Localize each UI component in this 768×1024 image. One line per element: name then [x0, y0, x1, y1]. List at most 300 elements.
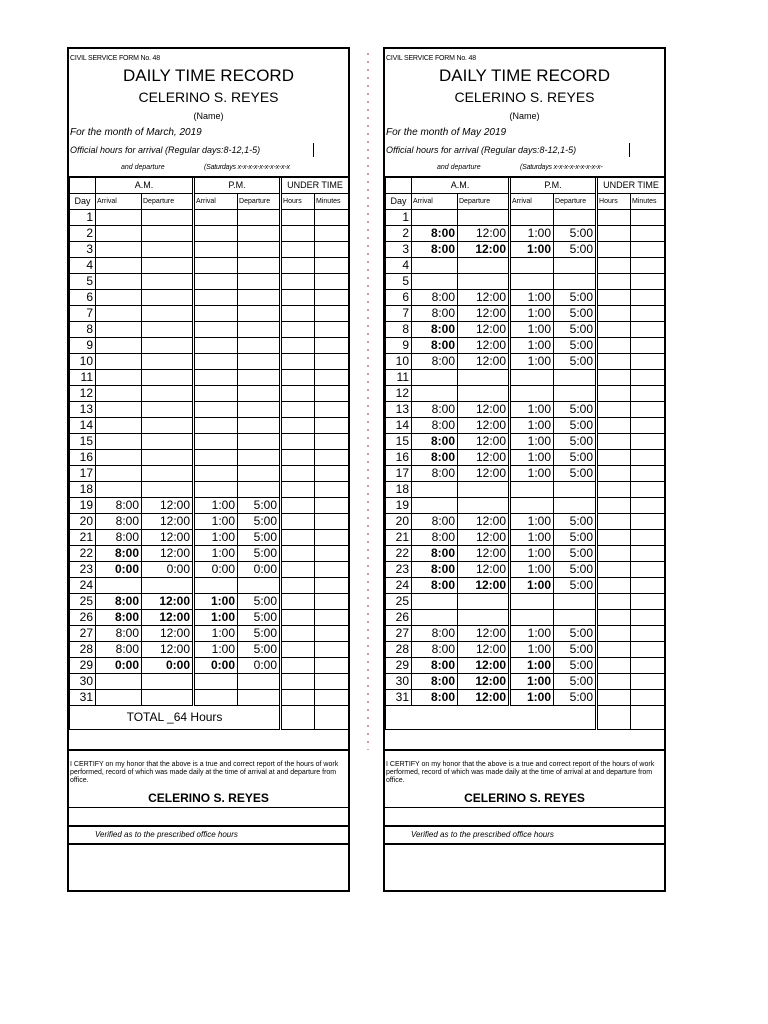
- certify-text: I CERTIFY on my honor that the above is a true and correct report of the hours of work performed, record of which was made daily at the time of arrival at and departure from office.: [70, 761, 339, 784]
- undertime-hours: [597, 386, 631, 402]
- day-row: [70, 642, 349, 658]
- day-number: 5: [386, 274, 412, 290]
- am-departure: [142, 226, 194, 242]
- am-arrival: [96, 466, 142, 482]
- day-row: [70, 274, 349, 290]
- day-number: 22: [70, 546, 96, 562]
- am-arrival: [96, 226, 142, 242]
- day-number: 29: [70, 658, 96, 674]
- undertime-minutes: [631, 322, 665, 338]
- pm-arrival: 1:00: [510, 322, 554, 338]
- undertime-minutes: [631, 306, 665, 322]
- am-departure: [142, 690, 194, 706]
- am-departure: [142, 210, 194, 226]
- total-undertime-minutes: [631, 706, 665, 730]
- undertime-minutes: [315, 594, 349, 610]
- header-pm: P.M.: [194, 178, 281, 194]
- day-row: [70, 226, 349, 242]
- am-departure: [142, 434, 194, 450]
- am-departure: 12:00: [458, 674, 510, 690]
- undertime-minutes: [315, 322, 349, 338]
- am-departure: [142, 258, 194, 274]
- time-record-table: [69, 177, 349, 730]
- pm-departure: 0:00: [238, 658, 281, 674]
- undertime-hours: [597, 610, 631, 626]
- pm-departure: 5:00: [554, 434, 597, 450]
- certify-text: I CERTIFY on my honor that the above is a true and correct report of the hours of work performed, record of which was made daily at the time of arrival at and departure from office.: [386, 761, 655, 784]
- day-number: 15: [386, 434, 412, 450]
- day-number: 16: [70, 450, 96, 466]
- header-minutes: Minutes: [631, 194, 665, 210]
- undertime-hours: [597, 210, 631, 226]
- undertime-hours: [281, 578, 315, 594]
- pm-departure: 5:00: [238, 642, 281, 658]
- dtr-form-march: [67, 47, 350, 892]
- pm-arrival: [194, 386, 238, 402]
- am-departure: 12:00: [142, 642, 194, 658]
- undertime-hours: [281, 290, 315, 306]
- header-blank: [70, 178, 96, 194]
- undertime-minutes: [315, 242, 349, 258]
- am-arrival: [412, 498, 458, 514]
- undertime-hours: [597, 626, 631, 642]
- am-departure: 12:00: [458, 226, 510, 242]
- pm-arrival: [510, 386, 554, 402]
- undertime-minutes: [315, 610, 349, 626]
- am-departure: 12:00: [142, 546, 194, 562]
- pm-departure: [238, 674, 281, 690]
- undertime-minutes: [631, 642, 665, 658]
- undertime-minutes: [631, 610, 665, 626]
- undertime-minutes: [315, 562, 349, 578]
- pm-arrival: [194, 226, 238, 242]
- pm-arrival: [510, 594, 554, 610]
- undertime-minutes: [631, 226, 665, 242]
- certification: [385, 749, 664, 845]
- undertime-minutes: [315, 274, 349, 290]
- day-row: [386, 210, 665, 226]
- am-departure: 12:00: [142, 514, 194, 530]
- day-row: [70, 482, 349, 498]
- pm-arrival: [510, 370, 554, 386]
- undertime-hours: [281, 626, 315, 642]
- undertime-hours: [281, 322, 315, 338]
- pm-arrival: [194, 450, 238, 466]
- day-row: [386, 466, 665, 482]
- pm-arrival: [194, 258, 238, 274]
- undertime-hours: [597, 306, 631, 322]
- undertime-minutes: [631, 354, 665, 370]
- pm-departure: [238, 402, 281, 418]
- am-arrival: [412, 482, 458, 498]
- header-hours: Hours: [597, 194, 631, 210]
- pm-departure: [238, 210, 281, 226]
- day-row: [70, 354, 349, 370]
- undertime-hours: [281, 658, 315, 674]
- undertime-hours: [597, 370, 631, 386]
- am-arrival: 8:00: [96, 514, 142, 530]
- pm-departure: 5:00: [554, 562, 597, 578]
- pm-departure: 5:00: [554, 514, 597, 530]
- undertime-minutes: [315, 418, 349, 434]
- form-number: CIVIL SERVICE FORM No. 48: [70, 55, 160, 62]
- pm-arrival: [194, 290, 238, 306]
- undertime-hours: [597, 546, 631, 562]
- verified-text: Verified as to the prescribed office hours: [95, 830, 238, 839]
- undertime-minutes: [315, 338, 349, 354]
- day-number: 5: [70, 274, 96, 290]
- undertime-hours: [597, 562, 631, 578]
- undertime-minutes: [631, 450, 665, 466]
- am-departure: 12:00: [458, 514, 510, 530]
- pm-departure: 5:00: [554, 290, 597, 306]
- pm-departure: [554, 498, 597, 514]
- day-row: [386, 450, 665, 466]
- day-number: 6: [386, 290, 412, 306]
- pm-arrival: 0:00: [194, 562, 238, 578]
- am-arrival: [96, 242, 142, 258]
- day-row: [70, 306, 349, 322]
- day-number: 6: [70, 290, 96, 306]
- day-row: [386, 594, 665, 610]
- undertime-hours: [597, 642, 631, 658]
- undertime-minutes: [631, 418, 665, 434]
- pm-arrival: [194, 402, 238, 418]
- undertime-minutes: [631, 274, 665, 290]
- undertime-minutes: [315, 306, 349, 322]
- undertime-hours: [281, 226, 315, 242]
- am-arrival: [96, 402, 142, 418]
- day-row: [386, 274, 665, 290]
- day-row: [70, 242, 349, 258]
- day-number: 12: [386, 386, 412, 402]
- undertime-hours: [281, 354, 315, 370]
- day-row: [386, 290, 665, 306]
- pm-departure: [554, 386, 597, 402]
- pm-arrival: [194, 338, 238, 354]
- am-arrival: 8:00: [412, 226, 458, 242]
- pm-arrival: [194, 242, 238, 258]
- day-number: 27: [70, 626, 96, 642]
- header-minutes: Minutes: [315, 194, 349, 210]
- day-row: [386, 546, 665, 562]
- pm-arrival: 1:00: [510, 226, 554, 242]
- pm-departure: 5:00: [554, 642, 597, 658]
- name-label: (Name): [509, 111, 540, 121]
- undertime-hours: [597, 578, 631, 594]
- undertime-hours: [281, 674, 315, 690]
- pm-arrival: 1:00: [510, 354, 554, 370]
- am-departure: 0:00: [142, 562, 194, 578]
- official-hours: Official hours for arrival (Regular days:8-12,1-5): [70, 145, 261, 155]
- saturdays: (Saturdays x-x-x-x-x-x-x-x-x-: [520, 164, 603, 171]
- pm-departure: [238, 578, 281, 594]
- am-departure: [142, 274, 194, 290]
- undertime-hours: [597, 290, 631, 306]
- pm-arrival: 1:00: [510, 690, 554, 706]
- pm-departure: 5:00: [238, 594, 281, 610]
- day-number: 29: [386, 658, 412, 674]
- undertime-hours: [281, 386, 315, 402]
- day-row: [386, 226, 665, 242]
- am-arrival: [96, 578, 142, 594]
- pm-arrival: 1:00: [510, 242, 554, 258]
- day-row: [386, 386, 665, 402]
- day-number: 11: [70, 370, 96, 386]
- pm-arrival: [510, 482, 554, 498]
- day-number: 19: [386, 498, 412, 514]
- am-departure: [458, 482, 510, 498]
- am-departure: 12:00: [458, 418, 510, 434]
- am-arrival: 8:00: [412, 242, 458, 258]
- day-row: [70, 434, 349, 450]
- header-am: A.M.: [96, 178, 194, 194]
- pm-departure: [554, 482, 597, 498]
- am-departure: 12:00: [458, 450, 510, 466]
- undertime-minutes: [631, 402, 665, 418]
- undertime-minutes: [631, 594, 665, 610]
- pm-arrival: 1:00: [510, 626, 554, 642]
- undertime-minutes: [315, 434, 349, 450]
- am-arrival: [96, 674, 142, 690]
- day-number: 9: [386, 338, 412, 354]
- undertime-hours: [281, 514, 315, 530]
- undertime-hours: [597, 418, 631, 434]
- day-row: [386, 674, 665, 690]
- am-departure: [142, 482, 194, 498]
- day-row: [70, 450, 349, 466]
- pm-departure: 5:00: [554, 546, 597, 562]
- am-arrival: 8:00: [96, 546, 142, 562]
- am-departure: [142, 402, 194, 418]
- am-departure: 12:00: [458, 322, 510, 338]
- day-number: 4: [386, 258, 412, 274]
- am-arrival: 8:00: [412, 626, 458, 642]
- undertime-hours: [597, 338, 631, 354]
- pm-departure: 5:00: [238, 530, 281, 546]
- am-arrival: [412, 610, 458, 626]
- pm-departure: 5:00: [554, 338, 597, 354]
- day-row: [70, 370, 349, 386]
- am-departure: [142, 370, 194, 386]
- undertime-hours: [281, 642, 315, 658]
- official-hours: Official hours for arrival (Regular days:8-12,1-5): [386, 145, 577, 155]
- day-row: [70, 386, 349, 402]
- form-title: DAILY TIME RECORD: [123, 66, 294, 85]
- divider: [69, 843, 348, 845]
- am-arrival: 8:00: [412, 578, 458, 594]
- header-pm: P.M.: [510, 178, 597, 194]
- am-arrival: [96, 354, 142, 370]
- day-number: 30: [386, 674, 412, 690]
- day-number: 18: [70, 482, 96, 498]
- pm-departure: [238, 434, 281, 450]
- header-hours: Hours: [281, 194, 315, 210]
- day-number: 13: [70, 402, 96, 418]
- undertime-minutes: [631, 530, 665, 546]
- undertime-minutes: [315, 674, 349, 690]
- pm-departure: [238, 354, 281, 370]
- divider: [385, 843, 664, 845]
- pm-arrival: [194, 482, 238, 498]
- pm-departure: 5:00: [554, 658, 597, 674]
- day-number: 14: [386, 418, 412, 434]
- am-departure: [458, 210, 510, 226]
- pm-departure: 5:00: [554, 690, 597, 706]
- am-arrival: [412, 258, 458, 274]
- day-row: [386, 402, 665, 418]
- am-departure: 12:00: [458, 434, 510, 450]
- am-departure: [142, 674, 194, 690]
- undertime-minutes: [315, 514, 349, 530]
- day-number: 28: [386, 642, 412, 658]
- am-arrival: 8:00: [412, 690, 458, 706]
- undertime-minutes: [631, 514, 665, 530]
- undertime-hours: [597, 354, 631, 370]
- undertime-minutes: [631, 658, 665, 674]
- undertime-hours: [597, 274, 631, 290]
- day-number: 10: [386, 354, 412, 370]
- day-row: [70, 466, 349, 482]
- undertime-minutes: [315, 642, 349, 658]
- day-row: [70, 674, 349, 690]
- pm-departure: [554, 258, 597, 274]
- header-blank: [386, 178, 412, 194]
- pm-departure: [238, 274, 281, 290]
- am-departure: 12:00: [458, 290, 510, 306]
- day-number: 9: [70, 338, 96, 354]
- undertime-minutes: [631, 498, 665, 514]
- day-number: 10: [70, 354, 96, 370]
- total-undertime-minutes: [315, 706, 349, 730]
- undertime-minutes: [315, 290, 349, 306]
- day-number: 20: [386, 514, 412, 530]
- day-number: 31: [70, 690, 96, 706]
- signer-name: CELERINO S. REYES: [148, 791, 269, 805]
- undertime-minutes: [315, 386, 349, 402]
- undertime-minutes: [315, 354, 349, 370]
- am-arrival: [96, 450, 142, 466]
- pm-departure: [554, 370, 597, 386]
- am-arrival: 8:00: [96, 642, 142, 658]
- day-row: [70, 610, 349, 626]
- am-arrival: [412, 370, 458, 386]
- pm-departure: [554, 610, 597, 626]
- am-arrival: 8:00: [96, 498, 142, 514]
- am-arrival: [96, 338, 142, 354]
- total-hours: [386, 706, 597, 730]
- undertime-hours: [281, 594, 315, 610]
- pm-arrival: 1:00: [194, 514, 238, 530]
- day-number: 3: [386, 242, 412, 258]
- am-departure: 12:00: [458, 354, 510, 370]
- undertime-hours: [281, 402, 315, 418]
- am-departure: 12:00: [458, 242, 510, 258]
- am-arrival: 8:00: [412, 466, 458, 482]
- pm-arrival: 1:00: [194, 610, 238, 626]
- day-row: [386, 306, 665, 322]
- month-label: For the month of May 2019: [386, 127, 507, 138]
- am-arrival: [96, 322, 142, 338]
- am-arrival: 8:00: [96, 626, 142, 642]
- pm-departure: 5:00: [238, 546, 281, 562]
- month-label: For the month of March, 2019: [70, 127, 202, 138]
- day-row: [70, 658, 349, 674]
- am-departure: 12:00: [142, 594, 194, 610]
- day-rows: [70, 210, 349, 706]
- undertime-minutes: [631, 290, 665, 306]
- pm-arrival: 1:00: [510, 306, 554, 322]
- pm-arrival: [194, 578, 238, 594]
- day-row: [386, 658, 665, 674]
- undertime-hours: [597, 514, 631, 530]
- day-row: [386, 498, 665, 514]
- undertime-hours: [281, 530, 315, 546]
- day-row: [70, 258, 349, 274]
- undertime-hours: [281, 498, 315, 514]
- day-row: [70, 402, 349, 418]
- pm-departure: 5:00: [554, 674, 597, 690]
- undertime-minutes: [315, 402, 349, 418]
- undertime-minutes: [315, 658, 349, 674]
- pm-departure: 5:00: [238, 514, 281, 530]
- undertime-minutes: [631, 562, 665, 578]
- am-departure: [458, 370, 510, 386]
- pm-departure: 5:00: [554, 418, 597, 434]
- am-arrival: [412, 274, 458, 290]
- pm-arrival: [194, 274, 238, 290]
- day-row: [386, 322, 665, 338]
- header-pm-arrival: Arrival: [194, 194, 238, 210]
- am-departure: [142, 290, 194, 306]
- day-number: 14: [70, 418, 96, 434]
- am-departure: 12:00: [458, 690, 510, 706]
- am-arrival: [96, 290, 142, 306]
- undertime-minutes: [631, 338, 665, 354]
- pm-departure: 5:00: [554, 354, 597, 370]
- day-number: 30: [70, 674, 96, 690]
- day-row: [70, 562, 349, 578]
- day-number: 16: [386, 450, 412, 466]
- am-departure: [458, 594, 510, 610]
- header-undertime: UNDER TIME: [281, 178, 349, 194]
- day-row: [386, 530, 665, 546]
- pm-arrival: 1:00: [194, 498, 238, 514]
- pm-departure: 5:00: [554, 578, 597, 594]
- pm-departure: 5:00: [554, 322, 597, 338]
- pm-departure: 5:00: [554, 306, 597, 322]
- day-number: 17: [386, 466, 412, 482]
- undertime-minutes: [631, 626, 665, 642]
- pm-departure: 5:00: [238, 610, 281, 626]
- am-arrival: [96, 370, 142, 386]
- day-row: [386, 434, 665, 450]
- undertime-minutes: [631, 370, 665, 386]
- undertime-minutes: [315, 210, 349, 226]
- undertime-hours: [597, 434, 631, 450]
- and-departure: and departure: [121, 164, 165, 171]
- saturdays: (Saturdays x-x-x-x-x-x-x-x-x-x: [204, 164, 290, 171]
- day-number: 11: [386, 370, 412, 386]
- undertime-hours: [281, 466, 315, 482]
- pm-arrival: 1:00: [510, 514, 554, 530]
- pm-departure: [554, 594, 597, 610]
- undertime-hours: [281, 562, 315, 578]
- pm-arrival: 1:00: [194, 546, 238, 562]
- undertime-hours: [281, 274, 315, 290]
- day-row: [70, 594, 349, 610]
- pm-arrival: [194, 418, 238, 434]
